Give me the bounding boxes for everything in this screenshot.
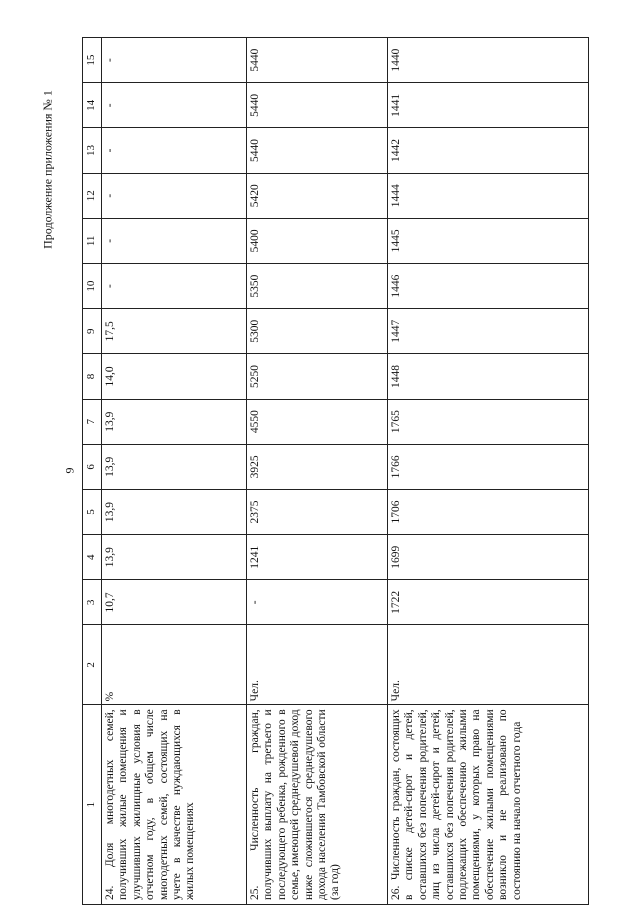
- column-number: 5: [83, 489, 102, 534]
- indicator-value: 3925: [247, 444, 388, 489]
- indicator-value: 13,9: [102, 489, 247, 534]
- indicator-unit: %: [102, 625, 247, 705]
- indicator-value: -: [102, 128, 247, 173]
- indicator-value: 5440: [247, 128, 388, 173]
- table-row: [388, 38, 589, 905]
- column-number: 9: [83, 309, 102, 354]
- column-number-row: [83, 38, 102, 905]
- indicator-value: 1706: [388, 489, 589, 534]
- indicator-value: 2375: [247, 489, 388, 534]
- indicator-value: 4550: [247, 399, 388, 444]
- indicator-description: 26. Численность граждан, состоящих в списке детей-сирот и детей, оставшихся без попечения родителей, лиц из числа детей-сирот и детей, оставшихся без попечения родителей, подлежащих обеспечению жилыми помещениями, у которых право на обеспечение жилыми помещениями возникло и не реализовано по состоянию на начало отчетного года: [388, 705, 589, 905]
- indicator-value: 17,5: [102, 309, 247, 354]
- indicator-value: 1765: [388, 399, 589, 444]
- indicator-value: -: [247, 580, 388, 625]
- indicator-value: 1445: [388, 218, 589, 263]
- indicator-value: 5300: [247, 309, 388, 354]
- indicator-value: 1448: [388, 354, 589, 399]
- indicator-value: -: [102, 263, 247, 308]
- indicator-value: 5400: [247, 218, 388, 263]
- indicator-value: 1241: [247, 535, 388, 580]
- indicator-value: 13,9: [102, 444, 247, 489]
- indicator-value: 10,7: [102, 580, 247, 625]
- indicator-value: 13,9: [102, 399, 247, 444]
- column-number: 2: [83, 625, 102, 705]
- indicator-value: -: [102, 218, 247, 263]
- column-number: 13: [83, 128, 102, 173]
- indicator-value: 1446: [388, 263, 589, 308]
- appendix-note: Продолжение приложения № 1: [40, 90, 55, 249]
- indicator-value: 1444: [388, 173, 589, 218]
- indicator-value: 1699: [388, 535, 589, 580]
- indicator-value: 5420: [247, 173, 388, 218]
- indicator-value: 5250: [247, 354, 388, 399]
- column-number: 15: [83, 38, 102, 83]
- indicator-value: 1447: [388, 309, 589, 354]
- indicator-value: 14,0: [102, 354, 247, 399]
- column-number: 12: [83, 173, 102, 218]
- indicator-description: 24. Доля многодетных семей, получивших жилые помещения и улучшивших жилищные условия в отчетном году, в общем числе многодетных семей, состоящих на учете в качестве нуждающихся в жилых помещениях: [102, 705, 247, 905]
- indicator-unit: Чел.: [388, 625, 589, 705]
- column-number: 6: [83, 444, 102, 489]
- column-number: 14: [83, 83, 102, 128]
- indicator-value: 1441: [388, 83, 589, 128]
- column-number: 11: [83, 218, 102, 263]
- indicator-value: 5440: [247, 83, 388, 128]
- indicators-table: [82, 37, 589, 905]
- indicator-description: 25. Численность граждан, получивших выплату на третьего и последующего ребенка, рожденного в семье, имеющей среднедушевой доход ниже сложившегося среднедушевого дохода населения Тамбовской области (за год): [247, 705, 388, 905]
- page-number: 9: [62, 467, 77, 474]
- indicator-value: 1440: [388, 38, 589, 83]
- indicator-value: 5350: [247, 263, 388, 308]
- column-number: 10: [83, 263, 102, 308]
- indicator-value: -: [102, 173, 247, 218]
- indicator-value: 1766: [388, 444, 589, 489]
- column-number: 4: [83, 535, 102, 580]
- column-number: 3: [83, 580, 102, 625]
- indicator-value: -: [102, 83, 247, 128]
- column-number: 7: [83, 399, 102, 444]
- table-row: [102, 38, 247, 905]
- indicator-value: 13,9: [102, 535, 247, 580]
- rotated-table-wrapper: [82, 37, 612, 905]
- column-number: 8: [83, 354, 102, 399]
- indicator-value: 1722: [388, 580, 589, 625]
- column-number: 1: [83, 705, 102, 905]
- table-row: [247, 38, 388, 905]
- indicator-unit: Чел.: [247, 625, 388, 705]
- indicator-value: -: [102, 38, 247, 83]
- rotated-table: [82, 37, 612, 905]
- indicator-value: 5440: [247, 38, 388, 83]
- indicator-value: 1442: [388, 128, 589, 173]
